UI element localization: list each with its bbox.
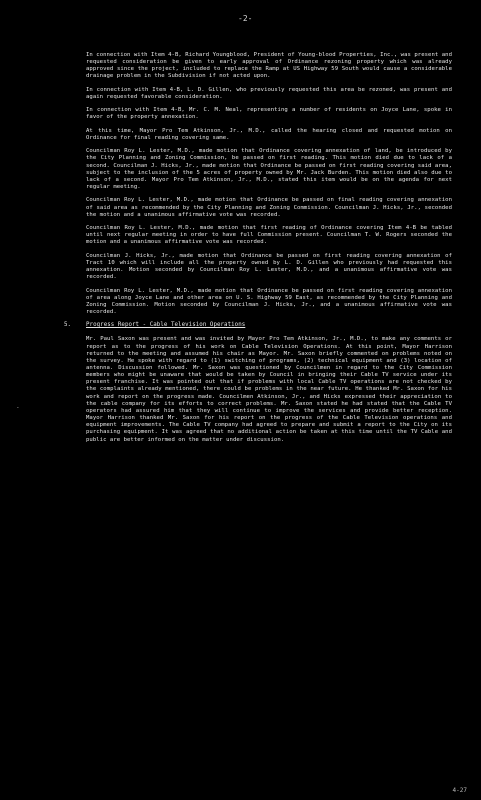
paragraph: Councilman Roy L. Lester, M.D., made motion that Ordinance be passed on final reading covering annexation of said area as recommended by the City Planning and Zoning Commission. Councilman J. Hicks, Jr., seconded the motion and a unanimous affirmative vote was recorded. — [86, 197, 452, 218]
minutes-body — [64, 52, 452, 450]
paragraph: In connection with Item 4-B, Richard Youngblood, President of Young-blood Properties, Inc., was present and requested consideration be given to early approval of Ordinance rezoning property which was already approved since the project, included to replace the Ramp at US Highway 59 South would cause a considerable drainage problem in the Subdivision if not acted upon. — [86, 52, 452, 80]
section-heading — [64, 322, 452, 329]
paragraph: At this time, Mayor Pro Tem Atkinson, Jr., M.D., called the hearing closed and requested motion on Ordinance for final reading covering same. — [86, 127, 452, 141]
margin-mark: - — [16, 404, 20, 411]
paragraph: In connection with Item 4-B, L. D. Gillen, who previously requested this area be rezoned, was present and again requested favorable consideration. — [86, 86, 452, 100]
paragraph: Councilman J. Hicks, Jr., made motion that Ordinance be passed on first reading covering annexation of Tract 10 which will include all the property owned by L. D. Gillen who previously had requested this annexation. Motion seconded by Councilman Roy L. Lester, M.D., and a unanimous affirmative vote was recorded. — [86, 252, 452, 281]
paragraph: Mr. Paul Saxon was present and was invited by Mayor Pro Tem Atkinson, Jr., M.D., to make any comments or report as to the progress of his work on Cable Television Operations. At this point, Mayor Harrison returned to the meeting and assumed his chair as Mayor. Mr. Saxon briefly commented on problems noted on the survey. He spoke with regard to (1) switching of programs, (2) technical equipment and (3) location of antenna. Discussion followed. Mr. Saxon was questioned by Councilmen in regard to the City Commission members who might be unaware that would be taken by Council in bringing their Cable TV service under its present franchise. It was pointed out that if problems with local Cable TV operations are not checked by the complaints already mentioned, there could be problems in the near future. He thanked Mr. Saxon for his work and report on the progress made. Councilmen Atkinson, Jr., and Hicks expressed their appreciation to the cable company for its efforts to correct problems. Mr. Saxon stated he had stated that the Cable TV operators had assured him that they will continue to improve the services and provide better reception. Mayor Harrison thanked Mr. Saxon for his report on the progress of the Cable Television operations and equipment improvements. The Cable TV company had agreed to prepare and submit a report to the City on its purchasing equipment. It was agreed that no additional action be taken at this time until the TV Cable and public are better informed on the matter under discussion. — [86, 336, 452, 443]
paragraph: In connection with Item 4-B, Mr. C. M. Neal, representing a number of residents on Joyce Lane, spoke in favor of the property annexation. — [86, 107, 452, 121]
section-title: Progress Report - Cable Television Operations — [86, 322, 246, 329]
paragraph: Councilman Roy L. Lester, M.D., made motion that Ordinance covering annexation of land, be introduced by the City Planning and Zoning Commission, be passed on first reading. This motion died due to lack of a second. Councilman J. Hicks, Jr., made motion that Ordinance be passed on first reading covering said area, subject to the inclusion of the 5 acres of property owned by Mr. Jack Burden. This motion died also due to lack of a second. Mayor Pro Tem Atkinson, Jr., M.D., stated this item would be on the agenda for next regular meeting. — [86, 148, 452, 191]
paragraph: Councilman Roy L. Lester, M.D., made motion that Ordinance be passed on first reading covering annexation of area along Joyce Lane and other area on U. S. Highway 59 East, as recommended by the City Planning and Zoning Commission. Motion seconded by Councilman J. Hicks, Jr., and a unanimous affirmative vote was recorded. — [86, 287, 452, 316]
page-number: -2- — [238, 14, 253, 23]
section-number: 5. — [64, 322, 72, 329]
paragraph: Councilman Roy L. Lester, M.D., made motion that first reading of Ordinance covering Item 4-B be tabled until next regular meeting in order to have full Commission present. Councilman T. W. Rogers seconded the motion and a unanimous affirmative vote was recorded. — [86, 225, 452, 246]
footer-mark: 4-27 — [452, 787, 467, 794]
